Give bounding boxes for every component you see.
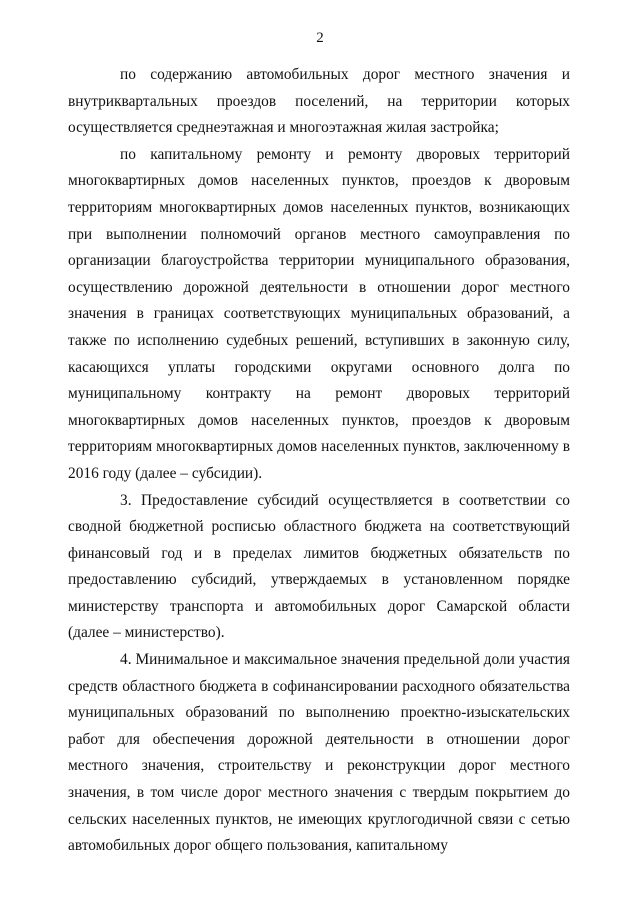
paragraph-3-subsidy-provision: 3. Предоставление субсидий осуществляется в соответствии со сводной бюджетной росписью областного бюджета на соответствующий финансовый год и в пределах лимитов бюджетных обязательств по предоставлению субсидий, утверждаемых в установленном порядке министерству транспорта и автомобильных дорог Самарской области (далее – министерство). [68,491,570,642]
paragraph-4-share-limits: 4. Минимальное и максимальное значения предельной доли участия средств областного бюджета в софинансировании расходного обязательства муниципальных образований по выполнению проектно-изыскательских работ для обеспечения дорожной деятельности в отношении дорог местного значения, строительству и реконструкции дорог местного значения, в том числе дорог местного значения с твердым покрытием до сельских населенных пунктов, не имеющих круглогодичной связи с сетью автомобильных дорог общего пользования, капитальному [68,651,570,855]
paragraph-yard-repair: по капитальному ремонту и ремонту дворовых территорий многоквартирных домов населенных пунктов, проездов к дворовым территориям многоквартирных домов населенных пунктов, возникающих при выполнении полномочий органов местного самоуправления по организации благоустройства территории муниципального образования, осуществлению дорожной деятельности в отношении дорог местного значения в границах соответствующих муниципальных образований, а также по исполнению судебных решений, вступивших в законную силу, касающихся уплаты городскими округами основного долга по муниципальному контракту на ремонт дворовых территорий многоквартирных домов населенных пунктов, проездов к дворовым территориям многоквартирных домов населенных пунктов, заключенному в 2016 году (далее – субсидии). [68,145,570,482]
document-body [68,62,570,860]
paragraph-road-maintenance: по содержанию автомобильных дорог местного значения и внутриквартальных проездов поселений, на территории которых осуществляется среднеэтажная и многоэтажная жилая застройка; [68,66,570,137]
page-number: 2 [316,30,324,46]
